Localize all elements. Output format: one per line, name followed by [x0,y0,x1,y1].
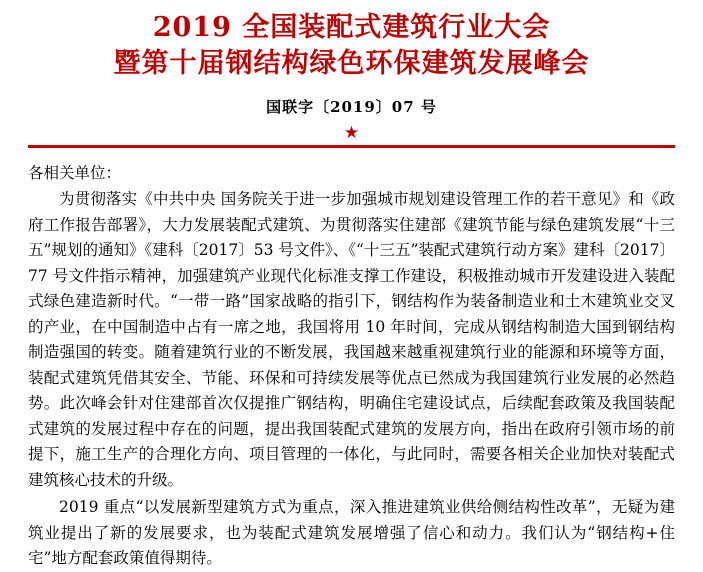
document-body [28,160,675,572]
salutation: 各相关单位： [28,164,122,182]
body-paragraph-1: 为贯彻落实《中共中央 国务院关于进一步加强城市规划建设管理工作的若干意见》和《政府工作报告部署》，大力发展装配式建筑、为贯彻落实住建部《建筑节能与绿色建筑发展“十三五”规划的通知》《建科〔2017〕53 号文件》、《“十三五”装配式建筑行动方案》建科〔2017〕77 号文件指示精神，加强建筑产业现代化标准支撑工作建设，积极推动城市开发建设进入装配式绿色建造新时代。“一带一路”国家战略的指引下，钢结构作为装备制造业和土木建筑业交叉的产业，在中国制造中占有一席之地，我国将用 10 年时间，完成从钢结构制造大国到钢结构制造强国的转变。随着建筑行业的不断发展，我国越来越重视建筑行业的能源和环境等方面，装配式建筑凭借其安全、节能、环保和可持续发展等优点已然成为我国建筑行业发展的必然趋势。此次峰会针对住建部首次仅提推广钢结构，明确住宅建设试点，后续配套政策及我国装配式建筑的发展过程中存在的问题，提出我国装配式建筑的发展方向，指出在政府引领市场的前提下，施工生产的合理化方向、项目管理的一体化，与此同时，需要各相关企业加快对装配式建筑核心技术的升级。 [28,190,675,489]
star-separator [28,125,675,141]
body-paragraph-2: 2019 重点“以发展新型建筑方式为重点，深入推进建筑业供给侧结构性改革”，无疑为建筑业提出了新的发展要求，也为装配式建筑发展增强了信心和动力。我们认为“钢结构+住宅”地方配套政策值得期待。 [28,498,675,567]
document-number: 国联字〔2019〕07 号 [266,98,437,116]
red-divider-rule [28,145,675,148]
document-header [28,0,675,82]
document-title-line-1: 2019 全国装配式建筑行业大会 [152,12,551,43]
document-title-line-2: 暨第十届钢结构绿色环保建筑发展峰会 [113,48,590,79]
star-icon: ★ [343,123,360,143]
